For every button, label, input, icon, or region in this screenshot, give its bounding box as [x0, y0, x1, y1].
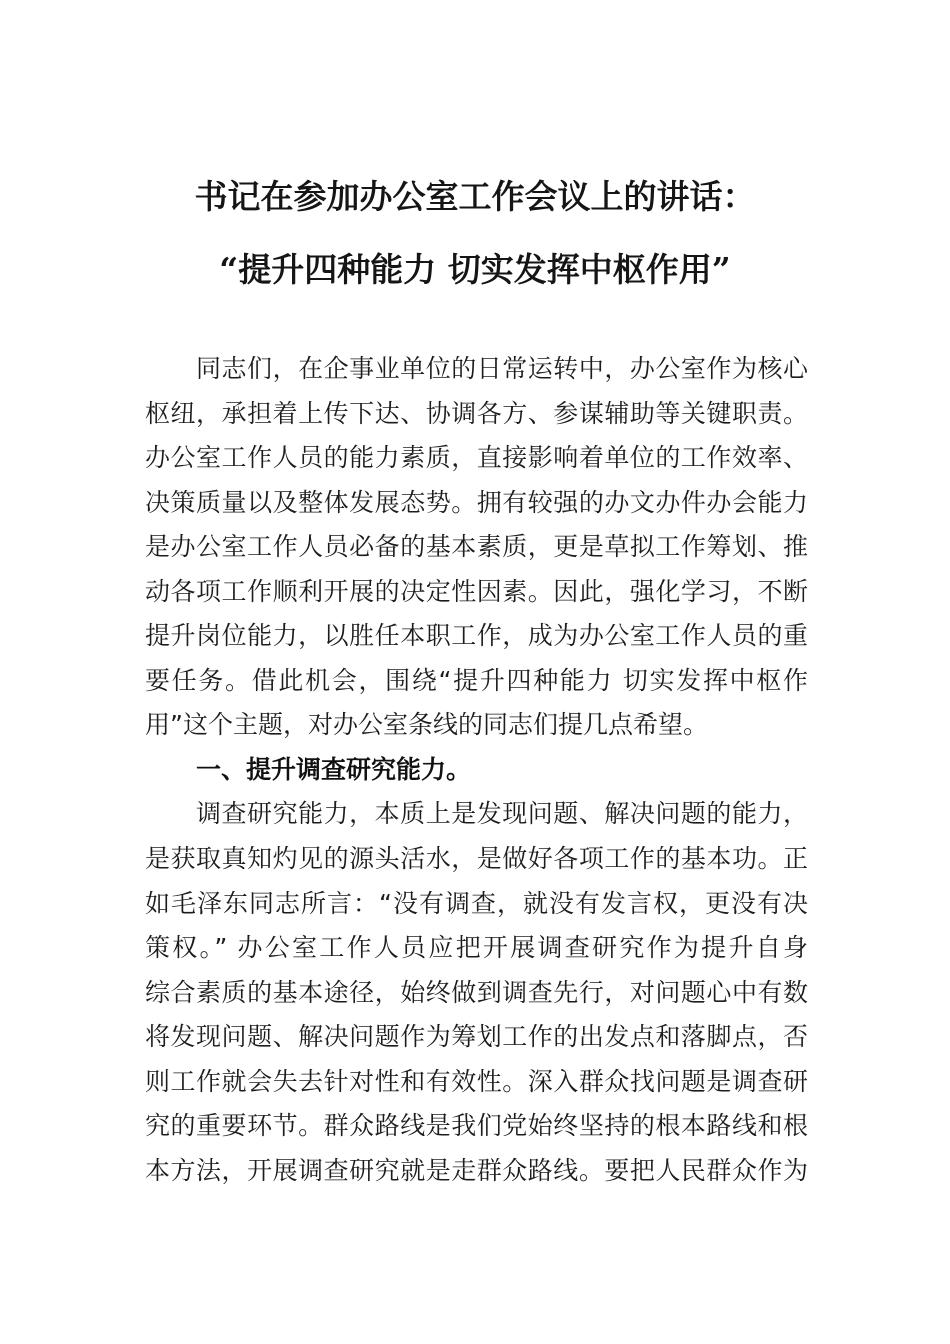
document-title: [120, 160, 830, 306]
paragraph-line: 调查研究能力，本质上是发现问题、解决问题的能力，: [196, 799, 808, 829]
document-body: [145, 347, 808, 1193]
section-heading: 一、提升调查研究能力。: [196, 754, 472, 784]
paragraph-line: 本方法，开展调查研究就是走群众路线。要把人民群众作为: [145, 1155, 808, 1185]
paragraph-line: 要任务。借此机会，围绕“提升四种能力 切实发挥中枢作: [145, 665, 808, 695]
paragraph-line: 综合素质的基本途径，始终做到调查先行，对问题心中有数: [145, 977, 808, 1007]
paragraph-line: 提升岗位能力，以胜任本职工作，成为办公室工作人员的重: [145, 621, 808, 651]
paragraph-line: 将发现问题、解决问题作为筹划工作的出发点和落脚点，否: [145, 1022, 808, 1052]
paragraph-line: 动各项工作顺利开展的决定性因素。因此，强化学习，不断: [145, 576, 808, 606]
paragraph-line: 同志们，在企事业单位的日常运转中，办公室作为核心: [196, 354, 808, 383]
paragraph-line: 是获取真知灼见的源头活水，是做好各项工作的基本功。正: [145, 844, 808, 874]
paragraph-line: 用”这个主题，对办公室条线的同志们提几点希望。: [145, 710, 708, 740]
paragraph-line: 办公室工作人员的能力素质，直接影响着单位的工作效率、: [145, 443, 808, 473]
paragraph-line: 则工作就会失去针对性和有效性。深入群众找问题是调查研: [145, 1066, 808, 1096]
subtitle-line: “提升四种能力 切实发挥中枢作用”: [219, 250, 731, 289]
paragraph-line: 策权。” 办公室工作人员应把开展调查研究作为提升自身: [145, 933, 808, 963]
paragraph-line: 如毛泽东同志所言：“没有调查，就没有发言权，更没有决: [145, 888, 808, 918]
paragraph-line: 是办公室工作人员必备的基本素质，更是草拟工作筹划、推: [145, 532, 808, 562]
title-line: 书记在参加办公室工作会议上的讲话：: [194, 177, 756, 216]
paragraph-line: 究的重要环节。群众路线是我们党始终坚持的根本路线和根: [145, 1111, 808, 1141]
paragraph-line: 决策质量以及整体发展态势。拥有较强的办文办件办会能力: [145, 487, 808, 517]
paragraph-line: 枢纽，承担着上传下达、协调各方、参谋辅助等关键职责。: [145, 398, 808, 428]
